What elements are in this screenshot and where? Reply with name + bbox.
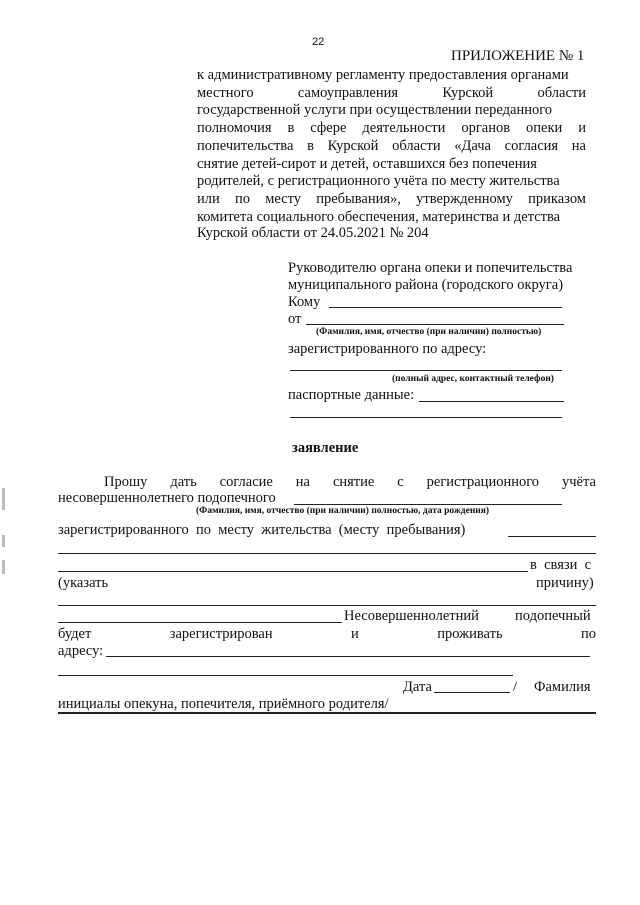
ward-label: подопечный <box>515 608 591 624</box>
statement-word: регистрационного <box>426 474 540 490</box>
to-field[interactable] <box>329 307 562 308</box>
annex-line <box>197 102 586 120</box>
annex-word: месту <box>265 190 301 207</box>
annex-line <box>197 191 586 209</box>
initials-line: инициалы опекуна, попечителя, приёмного родителя/ <box>58 696 389 712</box>
passport-field-2[interactable] <box>290 417 562 418</box>
registered-label: зарегистрированного по адресу: <box>288 341 487 357</box>
annex-word: деятельности <box>362 120 446 137</box>
annex-word: полномочия <box>197 120 272 137</box>
statement-word: проживать <box>437 626 503 642</box>
margin-scan-mark <box>2 535 5 547</box>
annex-word: Курской <box>442 84 494 101</box>
recipient-line-2: муниципального района (городского округа) <box>288 277 564 293</box>
to-label: Кому <box>288 294 321 310</box>
statement-word: дать <box>170 474 197 490</box>
from-caption: (Фамилия, имя, отчество (при наличии) полностью) <box>316 327 542 337</box>
annex-word: и <box>578 120 586 137</box>
new-address-field-2[interactable] <box>58 675 513 676</box>
margin-scan-mark <box>2 488 5 510</box>
annex-word: в <box>287 120 295 137</box>
statement-word: согласие <box>219 474 273 490</box>
statement-word: с <box>397 474 404 490</box>
residence-field-2[interactable] <box>58 553 596 554</box>
from-field[interactable] <box>306 324 564 325</box>
annex-word: на <box>571 137 586 154</box>
annex-word: области <box>392 137 441 154</box>
annex-word: в <box>307 137 314 154</box>
date-field[interactable] <box>434 692 510 693</box>
minor-label: несовершеннолетнего подопечного <box>58 490 276 506</box>
annex-line <box>197 173 586 191</box>
statement-word: по <box>580 626 596 642</box>
address-field[interactable] <box>290 370 562 371</box>
annex-line <box>197 67 586 85</box>
reason-field[interactable] <box>58 571 528 572</box>
statement-heading: заявление <box>292 440 359 456</box>
annex-word: сфере <box>310 120 347 137</box>
annex-word: области <box>537 84 586 101</box>
from-label: от <box>288 311 302 327</box>
statement-word: и <box>351 626 359 642</box>
minor-caption: (Фамилия, имя, отчество (при наличии) полностью, дата рождения) <box>196 506 490 516</box>
request-line <box>104 474 596 491</box>
annex-title: ПРИЛОЖЕНИЕ № 1 <box>451 48 585 64</box>
passport-label: паспортные данные: <box>288 387 415 403</box>
minor-ward-label: Несовершеннолетний <box>344 608 479 624</box>
annex-word: местного <box>197 84 254 101</box>
passport-field[interactable] <box>419 401 564 402</box>
annex-word: или <box>197 190 220 207</box>
annex-word: пребывания», <box>316 190 401 207</box>
in-connection-label: в связи с <box>530 557 592 573</box>
annex-word: согласия <box>504 137 559 154</box>
page-number: 22 <box>312 36 325 48</box>
residence-field[interactable] <box>508 536 596 537</box>
annex-word: комитета социального обеспечения, материнства и детства <box>197 208 561 225</box>
annex-word: утвержденному <box>416 190 513 207</box>
specify-label: (указать <box>58 575 109 591</box>
reason-field-2[interactable] <box>58 605 596 606</box>
annex-word: государственной услуги при осуществлении переданного <box>197 102 553 119</box>
annex-line <box>197 209 586 227</box>
statement-word: на <box>295 474 310 490</box>
annex-line <box>197 120 586 138</box>
recipient-line-1: Руководителю органа опеки и попечительства <box>288 260 573 276</box>
new-address-field[interactable] <box>106 656 590 657</box>
annex-line <box>197 85 586 103</box>
annex-word: к административному регламенту предоставления органами <box>197 67 569 83</box>
will-line <box>58 626 596 643</box>
margin-scan-mark <box>2 560 5 574</box>
reason-field-3[interactable] <box>58 622 342 623</box>
annex-word: попечительства <box>197 137 294 154</box>
reason-label: причину) <box>536 575 594 591</box>
statement-word: снятие <box>332 474 375 490</box>
annex-word: Курской <box>327 137 379 154</box>
annex-word: приказом <box>528 190 586 207</box>
surname-label: Фамилия <box>534 679 591 695</box>
annex-word: самоуправления <box>297 84 399 101</box>
annex-word: опеки <box>526 120 563 137</box>
annex-word: органов <box>461 120 511 137</box>
annex-line <box>197 156 586 174</box>
signature-field[interactable] <box>58 712 596 714</box>
annex-last-line: Курской области от 24.05.2021 № 204 <box>197 225 429 241</box>
date-label: Дата <box>403 679 432 695</box>
statement-word: Прошу <box>104 474 148 490</box>
annex-word: по <box>234 190 250 207</box>
statement-word: зарегистрирован <box>169 626 273 642</box>
minor-field[interactable] <box>294 504 562 505</box>
address-label: адресу: <box>58 643 104 659</box>
slash: / <box>513 679 518 695</box>
annex-word: снятие детей-сирот и детей, оставшихся без попечения <box>197 155 537 172</box>
registered-residence-label: зарегистрированного по месту жительства (месту пребывания) <box>58 522 466 538</box>
statement-word: учёта <box>562 474 596 490</box>
annex-word: «Дача <box>454 137 491 154</box>
annex-word: родителей, с регистрационного учёта по месту жительства <box>197 173 560 190</box>
address-caption: (полный адрес, контактный телефон) <box>392 374 554 384</box>
statement-word: будет <box>58 626 92 642</box>
annex-line <box>197 138 586 156</box>
